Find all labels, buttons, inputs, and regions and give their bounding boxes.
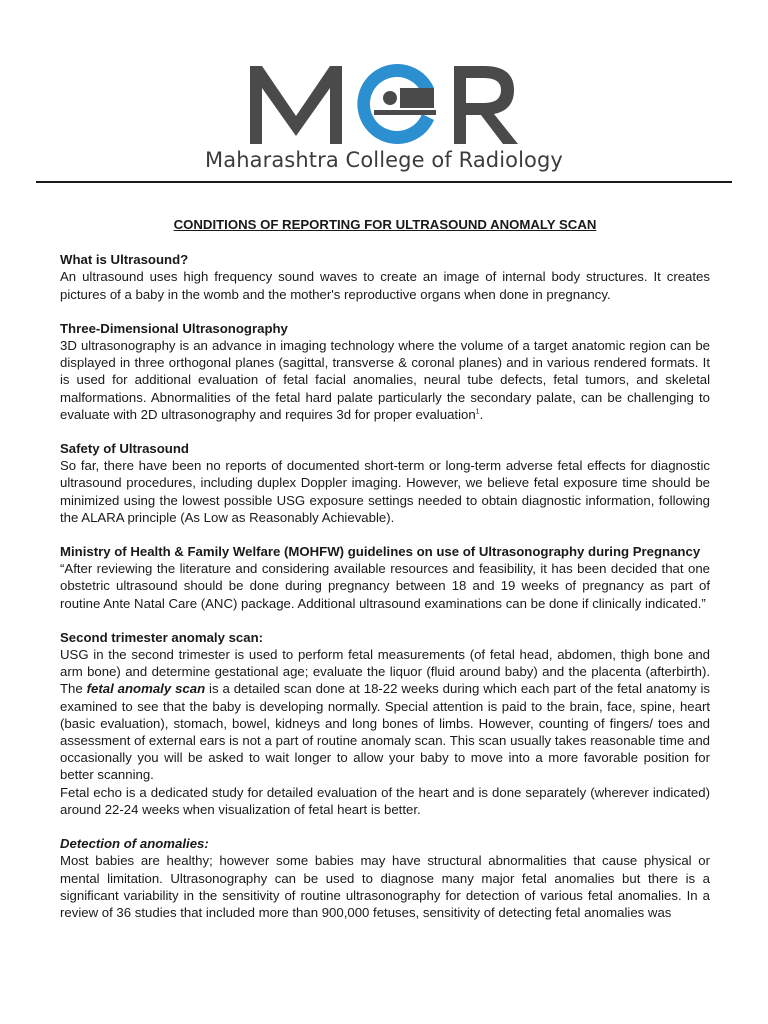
college-name: Maharashtra College of Radiology xyxy=(205,148,563,172)
para-three-dimensional-text: 3D ultrasonography is an advance in imaging technology where the volume of a target anatomic region can be displayed in three orthogonal planes (sagittal, transverse & coronal planes) and in various rendered formats. It is used for additional evaluation of fetal facial anomalies, neural tube defects, fetal tumors, and skeletal malformations. Abnormalities of the fetal hard palate particularly the secondary palate, can be challenging to evaluate with 2D ultrasonography and requires 3d for proper evaluation xyxy=(60,338,710,422)
para-safety: So far, there have been no reports of documented short-term or long-term adverse fetal effects for diagnostic ultrasound procedures, including duplex Doppler imaging. However, we believe fetal exposure time should be minimized using the lowest possible USG exposure settings needed to obtain diagnostic information, following the ALARA principle (As Low as Reasonably Achievable). xyxy=(60,458,710,525)
emphasis-fetal-anomaly-scan: fetal anomaly scan xyxy=(86,681,206,697)
header-divider xyxy=(36,181,732,183)
document-header xyxy=(0,0,768,190)
para-three-dimensional-end: . xyxy=(479,406,484,422)
para-mohfw: “After reviewing the literature and considering available resources and feasibility, it has been decided that one obstetric ultrasound should be done during pregnancy between 18 and 19 weeks of pregnancy as part of routine Ante Natal Care (ANC) package. Additional ultrasound examinations can be done if clinically indicated.” xyxy=(60,561,710,611)
document-body xyxy=(60,216,710,921)
heading-what-is-ultrasound: What is Ultrasound? xyxy=(60,252,189,268)
para-detection: Most babies are healthy; however some babies may have structural abnormalities that cause physical or mental limitation. Ultrasonography can be used to diagnose many major fetal anomalies but there is a significant variability in the sensitivity of routine ultrasonography for detection of various fetal anomalies. In a review of 36 studies that included more than 900,000 fetuses, sensitivity of detecting fetal anomalies was xyxy=(60,853,710,920)
para-what-is-ultrasound: An ultrasound uses high frequency sound waves to create an image of internal body structures. It creates pictures of a baby in the womb and the mother's reproductive organs when done in pregnancy. xyxy=(60,269,710,302)
para-fetal-echo: Fetal echo is a dedicated study for detailed evaluation of the heart and is done separately (wherever indicated) around 22-24 weeks when visualization of fetal heart is better. xyxy=(60,784,710,817)
para-second-trimester-part1: USG in the second trimester is used to perform fetal measurements (of fetal head, abdomen, thigh bone and arm bone) and determine gestational age; evaluate the liquor (fluid around baby) and the placenta (afterbirth). The xyxy=(60,647,710,697)
document-title: CONDITIONS OF REPORTING FOR ULTRASOUND ANOMALY SCAN xyxy=(173,217,597,232)
heading-second-trimester: Second trimester anomaly scan: xyxy=(60,629,264,645)
heading-three-dimensional: Three-Dimensional Ultrasonography xyxy=(60,320,288,336)
para-three-dimensional xyxy=(60,337,710,423)
para-second-trimester-part2: is a detailed scan done at 18-22 weeks during which each part of the fetal anatomy is examined to see that the baby is developing normally. Special attention is paid to the brain, face, spine, heart (basic evaluation), stomach, bowel, kidneys and long bones of limbs. However, counting of fingers/ toes and assessment of external ears is not a part of routine anomaly scan. This scan usually takes reasonable time and occasionally you will be asked to wait longer to allow your baby to move into a more favorable position for better scanning. xyxy=(60,681,710,783)
footnote-ref: 1 xyxy=(475,408,480,416)
heading-detection: Detection of anomalies: xyxy=(60,836,209,852)
para-second-trimester xyxy=(60,646,710,784)
mcr-logo xyxy=(248,58,520,148)
heading-mohfw: Ministry of Health & Family Welfare (MOHFW) guidelines on use of Ultrasonography during Pregnancy xyxy=(60,544,701,560)
heading-safety: Safety of Ultrasound xyxy=(60,441,189,457)
